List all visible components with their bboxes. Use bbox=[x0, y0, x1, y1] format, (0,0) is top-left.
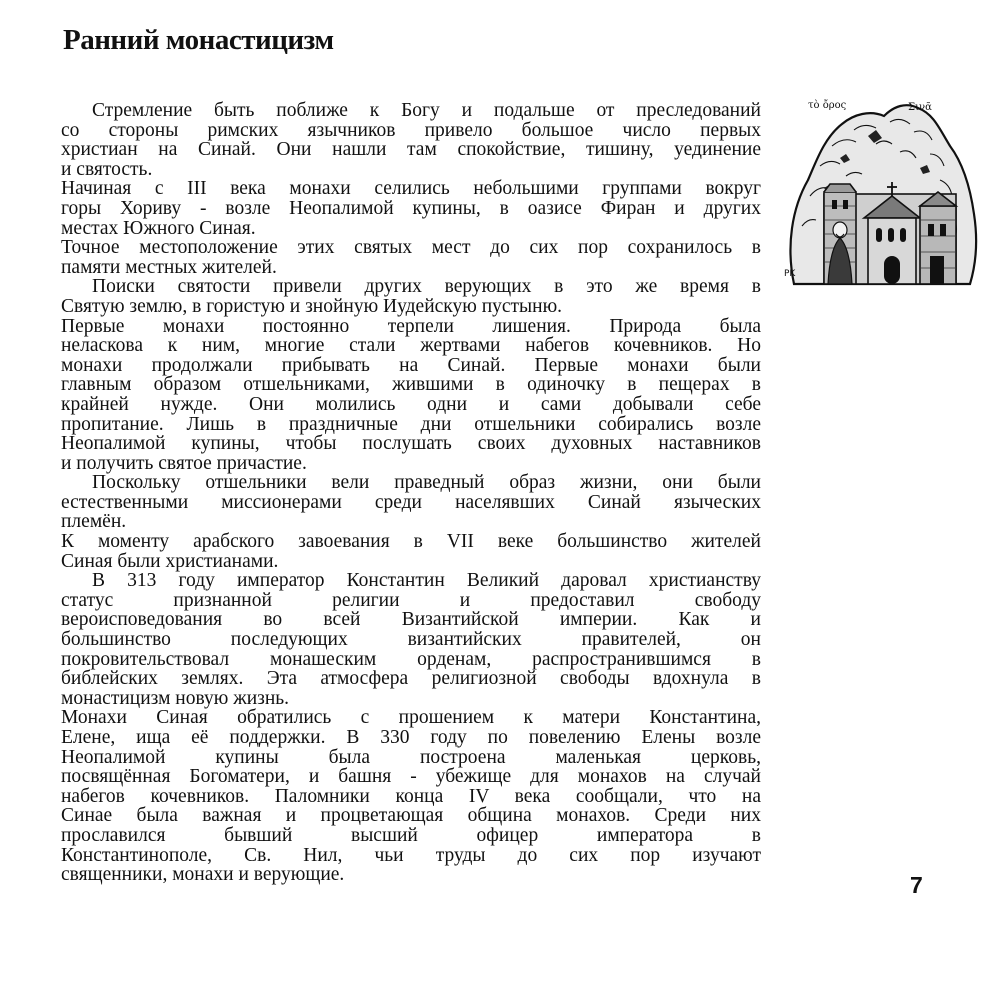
text-line: и получить святое причастие. bbox=[61, 452, 307, 474]
text-line: прославился бывший высший офицер императора в bbox=[61, 824, 761, 846]
text-line: библейских землях. Эта атмосфера религиозной свободы вдохнула в bbox=[61, 668, 761, 690]
illustration-monogram: ΡΚ bbox=[784, 269, 796, 279]
text-line: вероисповедования во всей Византийской империи. Как и bbox=[61, 609, 761, 631]
illustration-caption-right: Σινᾶ bbox=[908, 102, 932, 113]
body-text bbox=[61, 101, 761, 885]
text-line: монахи продолжали прибывать на Синай. Первые монахи были bbox=[61, 354, 761, 376]
text-line: крайней нужде. Они молились одни и сами добывали себе bbox=[61, 393, 761, 415]
text-line: Неопалимой купины была построена маленькая церковь, bbox=[61, 746, 761, 768]
text-line: большинство последующих византийских правителей, он bbox=[61, 629, 761, 651]
text-line: и святость. bbox=[61, 158, 153, 180]
text-line: Константинополе, Св. Нил, чьи труды до сих пор изучают bbox=[61, 844, 761, 866]
text-line: Точное местоположение этих святых мест до сих пор сохранилось в bbox=[61, 237, 761, 259]
text-line: Поиски святости привели других верующих в это же время в bbox=[92, 276, 761, 298]
text-line: Начиная с III века монахи селились небольшими группами вокруг bbox=[61, 178, 761, 200]
text-line: Святую землю, в гористую и знойную Иудейскую пустыню. bbox=[61, 295, 563, 317]
text-line: памяти местных жителей. bbox=[61, 256, 277, 278]
text-line: Монахи Синая обратились с прошением к матери Константина, bbox=[61, 707, 761, 729]
text-line: набегов кочевников. Паломники конца IV века сообщали, что на bbox=[61, 785, 761, 807]
text-line: христиан на Синай. Они нашли там спокойствие, тишину, уединение bbox=[61, 139, 761, 161]
text-line: пропитание. Лишь в праздничные дни отшельники собирались возле bbox=[61, 413, 761, 435]
text-line: Стремление быть поближе к Богу и подальше от преследований bbox=[92, 100, 761, 121]
text-line: главным образом отшельниками, жившими в одиночку в пещерах в bbox=[61, 374, 761, 396]
text-line: Синае была важная и процветающая община монахов. Среди них bbox=[61, 805, 761, 827]
text-line: Неопалимой купины, чтобы послушать своих духовных наставников bbox=[61, 433, 761, 455]
text-line: Елене, ища её поддержки. В 330 году по повелению Елены возле bbox=[61, 727, 761, 748]
text-line: Синая были христианами. bbox=[61, 550, 279, 572]
text-line: священники, монахи и верующие. bbox=[61, 864, 345, 886]
text-line: монастицизм новую жизнь. bbox=[61, 687, 290, 709]
text-line: горы Хориву - возле Неопалимой купины, в оазисе Фиран и других bbox=[61, 197, 761, 219]
text-line: неласкова к ним, многие стали жертвами набегов кочевников. Но bbox=[61, 335, 761, 357]
text-line: покровительствовал монашеским орденам, распространившимся в bbox=[61, 648, 761, 670]
illustration-caption-left: τὸ ὄρος bbox=[808, 100, 847, 111]
text-line: со стороны римских язычников привело большое число первых bbox=[61, 119, 761, 141]
text-line: статус признанной религии и предоставил свободу bbox=[61, 589, 761, 611]
text-line: К моменту арабского завоевания в VII веке большинство жителей bbox=[61, 531, 761, 553]
page-number: 7 bbox=[910, 872, 923, 898]
text-line: естественными миссионерами среди населявших Синай языческих bbox=[61, 491, 761, 513]
page-title: Ранний монастицизм bbox=[63, 24, 334, 56]
text-line: местах Южного Синая. bbox=[61, 217, 256, 239]
text-line: Первые монахи постоянно терпели лишения. Природа была bbox=[61, 315, 761, 337]
mount-sinai-monastery-drawing-icon bbox=[780, 96, 992, 292]
text-line: В 313 году император Константин Великий даровал христианству bbox=[92, 570, 761, 592]
text-line: посвящённая Богоматери, и башня - убежище для монахов на случай bbox=[61, 766, 761, 788]
text-line: племён. bbox=[61, 511, 127, 533]
text-line: Поскольку отшельники вели праведный образ жизни, они были bbox=[92, 472, 761, 494]
